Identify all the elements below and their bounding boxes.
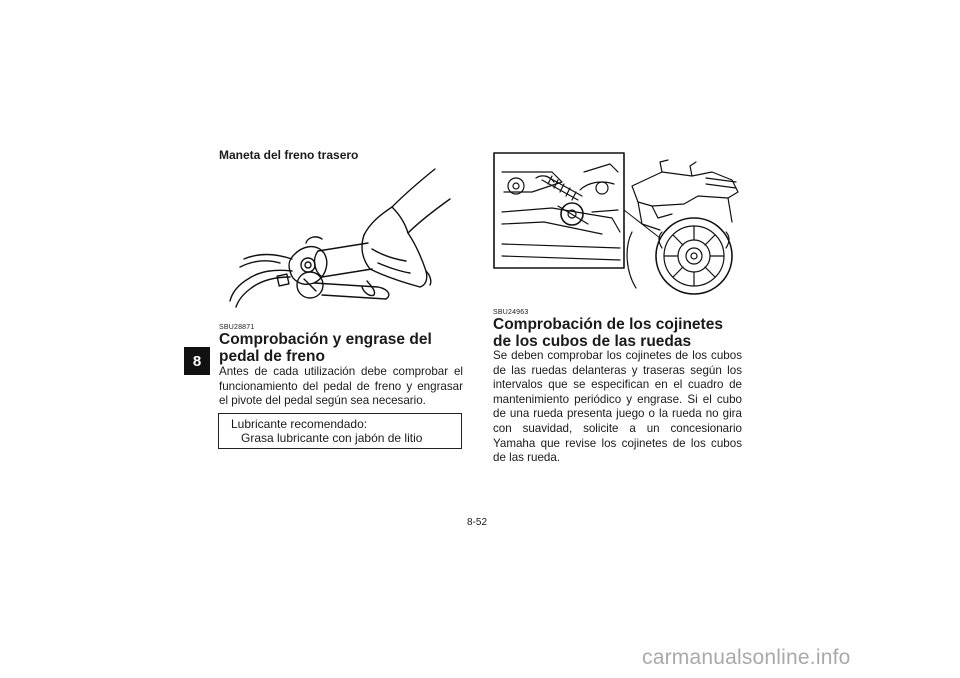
chapter-tab-label: 8	[192, 352, 202, 370]
page-number: 8-52	[467, 517, 488, 528]
lubricant-box	[218, 413, 462, 449]
lubricant-value: Grasa lubricante con jabón de litio	[241, 431, 423, 445]
atv-wheel-hub-illustration	[492, 152, 742, 298]
figure-caption: Maneta del freno trasero	[219, 148, 359, 162]
section-body: Antes de cada utilización debe comprobar el funcionamiento del pedal de freno y engrasar el pivote del pedal según sea necesario.	[219, 365, 463, 408]
section-body: Se deben comprobar los cojinetes de los cubos de las ruedas delanteras y traseras según los intervalos que se especifican en el cuadro de mantenimiento periódico y engrase. Si el cubo de una rueda presenta juego o la rueda no gira con suavidad, solicite a un concesionario Yamaha que revise los cojinetes de los cubos de las rueda.	[493, 349, 742, 465]
rear-brake-lever-illustration	[222, 163, 464, 313]
section-title: Comprobación de los cojinetes de los cubos de las ruedas	[493, 316, 723, 350]
watermark: carmanualsonline.info	[642, 646, 851, 669]
section-title: Comprobación y engrase del pedal de freno	[219, 331, 432, 365]
section-code: SBU24963	[493, 309, 529, 316]
chapter-tab	[184, 347, 210, 375]
section-code: SBU28871	[219, 324, 255, 331]
lubricant-label: Lubricante recomendado:	[231, 417, 368, 431]
